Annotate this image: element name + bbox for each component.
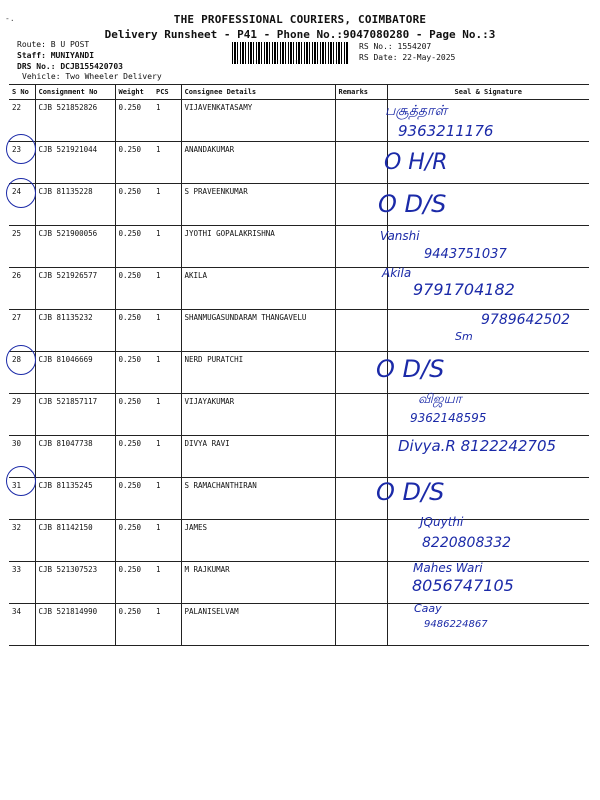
cell-sno: 27 <box>9 310 35 352</box>
note-28: O D/S <box>376 355 445 383</box>
cell-consignment: CJB 521921044 <box>35 142 115 184</box>
cell-pcs: 1 <box>153 310 181 352</box>
cell-pcs: 1 <box>153 226 181 268</box>
circle-mark-23 <box>6 134 36 164</box>
cell-remarks <box>335 268 387 310</box>
cell-sno: 32 <box>9 520 35 562</box>
cell-consignee: S PRAVEENKUMAR <box>181 184 335 226</box>
cell-sno: 30 <box>9 436 35 478</box>
circle-mark-28 <box>6 345 36 375</box>
cell-consignment: CJB 81142150 <box>35 520 115 562</box>
col-remarks: Remarks <box>335 85 387 100</box>
col-pcs: PCS <box>153 85 181 100</box>
cell-sno: 28 <box>9 352 35 394</box>
cell-consignee: VIJAVENKATASAMY <box>181 100 335 142</box>
col-consignee: Consignee Details <box>181 85 335 100</box>
cell-sno: 22 <box>9 100 35 142</box>
cell-weight: 0.250 <box>115 478 153 520</box>
cell-consignee: JYOTHI GOPALAKRISHNA <box>181 226 335 268</box>
table-row <box>9 604 589 646</box>
cell-consignee: ANANDAKUMAR <box>181 142 335 184</box>
cell-remarks <box>335 520 387 562</box>
cell-remarks <box>335 310 387 352</box>
cell-consignment: CJB 521852826 <box>35 100 115 142</box>
cell-sno: 25 <box>9 226 35 268</box>
cell-consignment: CJB 81046669 <box>35 352 115 394</box>
route: Route: B U POST <box>17 40 90 49</box>
cell-sno: 26 <box>9 268 35 310</box>
table-row <box>9 142 589 184</box>
cell-sno: 24 <box>9 184 35 226</box>
phone-29: 9362148595 <box>410 411 487 425</box>
cell-weight: 0.250 <box>115 394 153 436</box>
cell-pcs: 1 <box>153 520 181 562</box>
cell-consignee: VIJAYAKUMAR <box>181 394 335 436</box>
circle-mark-24 <box>6 178 36 208</box>
cell-consignment: CJB 521926577 <box>35 268 115 310</box>
signature-27: Sm <box>455 330 473 343</box>
phone-33: 8056747105 <box>412 576 514 595</box>
col-consignment: Consignment No <box>35 85 115 100</box>
corner-mark: -. <box>5 14 15 23</box>
cell-consignment: CJB 521857117 <box>35 394 115 436</box>
company-title: THE PROFESSIONAL COURIERS, COIMBATORE <box>173 13 427 26</box>
phone-26: 9791704182 <box>413 280 515 299</box>
signature-33: Mahes Wari <box>413 561 483 575</box>
signature-34: Caay <box>414 602 442 615</box>
cell-sno: 29 <box>9 394 35 436</box>
cell-weight: 0.250 <box>115 562 153 604</box>
table-row <box>9 478 589 520</box>
cell-weight: 0.250 <box>115 184 153 226</box>
cell-remarks <box>335 562 387 604</box>
cell-weight: 0.250 <box>115 520 153 562</box>
table-row <box>9 352 589 394</box>
note-31: O D/S <box>376 478 445 506</box>
staff: Staff: MUNIYANDI <box>17 51 95 60</box>
cell-consignee: NERD PURATCHI <box>181 352 335 394</box>
table-row <box>9 184 589 226</box>
cell-consignee: S RAMACHANTHIRAN <box>181 478 335 520</box>
table-row <box>9 394 589 436</box>
cell-weight: 0.250 <box>115 100 153 142</box>
phone-34: 9486224867 <box>424 619 488 630</box>
col-weight: Weight <box>115 85 153 100</box>
cell-pcs: 1 <box>153 100 181 142</box>
signature-29: விஜயா <box>418 392 462 407</box>
cell-sno: 31 <box>9 478 35 520</box>
cell-pcs: 1 <box>153 268 181 310</box>
cell-consignment: CJB 81135232 <box>35 310 115 352</box>
signature-22: பசூத்தாள் <box>385 103 448 119</box>
cell-consignment: CJB 81135245 <box>35 478 115 520</box>
cell-weight: 0.250 <box>115 226 153 268</box>
rs-number: RS No.: 1554207 <box>359 42 432 51</box>
cell-consignee: JAMES <box>181 520 335 562</box>
cell-consignee: M RAJKUMAR <box>181 562 335 604</box>
runsheet-subtitle: Delivery Runsheet - P41 - Phone No.:9047080280 - Page No.:3 <box>104 28 496 41</box>
phone-25: 9443751037 <box>424 247 507 262</box>
signature-25: Vanshi <box>380 229 420 243</box>
cell-weight: 0.250 <box>115 604 153 646</box>
cell-consignment: CJB 81047738 <box>35 436 115 478</box>
cell-remarks <box>335 142 387 184</box>
col-signature: Seal & Signature <box>387 85 589 100</box>
cell-sno: 34 <box>9 604 35 646</box>
runsheet-table <box>9 84 589 646</box>
cell-consignment: CJB 81135228 <box>35 184 115 226</box>
cell-remarks <box>335 604 387 646</box>
cell-pcs: 1 <box>153 604 181 646</box>
cell-consignment: CJB 521814990 <box>35 604 115 646</box>
cell-remarks <box>335 436 387 478</box>
cell-weight: 0.250 <box>115 268 153 310</box>
table-row <box>9 100 589 142</box>
note-23: O H/R <box>384 150 448 175</box>
cell-remarks <box>335 100 387 142</box>
cell-sno: 23 <box>9 142 35 184</box>
cell-pcs: 1 <box>153 394 181 436</box>
phone-22: 9363211176 <box>398 122 494 140</box>
signature-26: Akila <box>382 266 412 280</box>
cell-weight: 0.250 <box>115 142 153 184</box>
phone-27: 9789642502 <box>481 312 571 328</box>
cell-pcs: 1 <box>153 142 181 184</box>
cell-pcs: 1 <box>153 562 181 604</box>
table-header-row <box>9 85 589 100</box>
signature-30: Divya.R 8122242705 <box>398 437 557 455</box>
signature-32: JQuythi <box>420 515 464 529</box>
cell-consignee: SHANMUGASUNDARAM THANGAVELU <box>181 310 335 352</box>
barcode <box>232 42 348 64</box>
cell-consignee: PALANISELVAM <box>181 604 335 646</box>
cell-pcs: 1 <box>153 352 181 394</box>
cell-weight: 0.250 <box>115 436 153 478</box>
cell-consignment: CJB 521900056 <box>35 226 115 268</box>
col-sno: S No <box>9 85 35 100</box>
rs-date: RS Date: 22-May-2025 <box>359 53 456 62</box>
cell-consignee: AKILA <box>181 268 335 310</box>
circle-mark-31 <box>6 466 36 496</box>
cell-weight: 0.250 <box>115 310 153 352</box>
cell-sno: 33 <box>9 562 35 604</box>
cell-pcs: 1 <box>153 478 181 520</box>
cell-pcs: 1 <box>153 184 181 226</box>
cell-weight: 0.250 <box>115 352 153 394</box>
phone-32: 8220808332 <box>422 535 512 551</box>
cell-consignee: DIVYA RAVI <box>181 436 335 478</box>
cell-remarks <box>335 394 387 436</box>
cell-consignment: CJB 521307523 <box>35 562 115 604</box>
note-24: O D/S <box>378 190 447 218</box>
cell-pcs: 1 <box>153 436 181 478</box>
drs-number: DRS No.: DCJB155420703 <box>17 62 123 71</box>
vehicle: Vehicle: Two Wheeler Delivery <box>22 72 162 81</box>
